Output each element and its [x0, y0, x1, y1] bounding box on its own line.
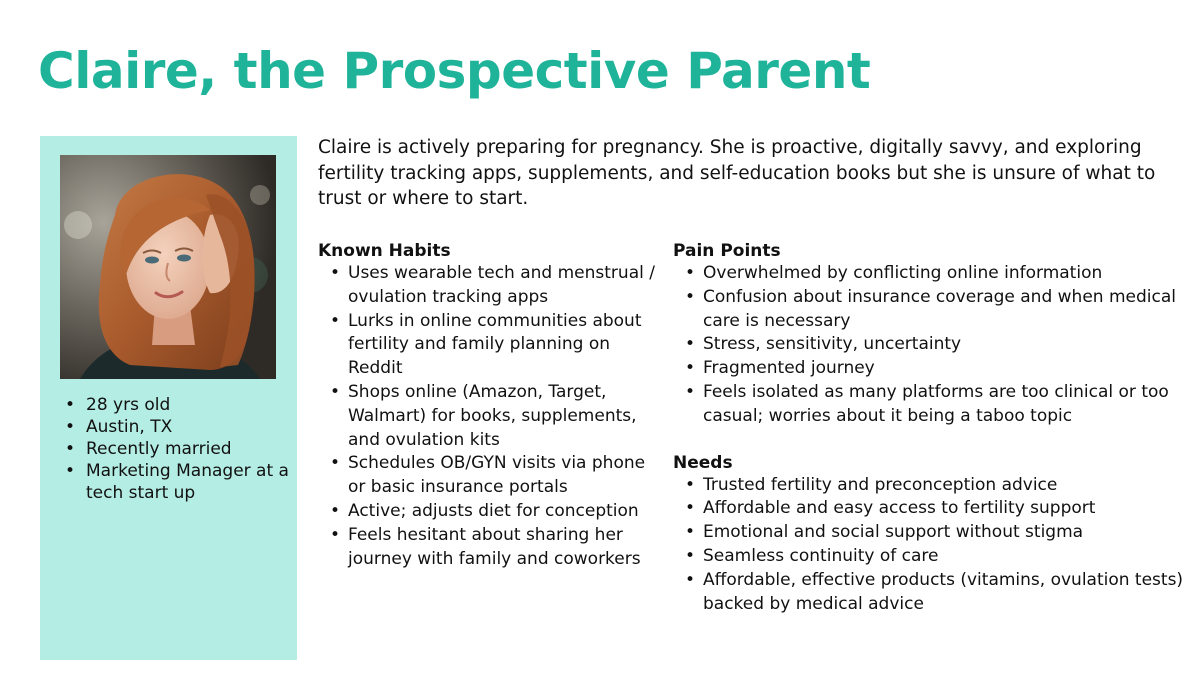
- list-item: • Active; adjusts diet for conception: [318, 500, 658, 524]
- needs-heading: Needs: [673, 452, 733, 473]
- list-item: • Seamless continuity of care: [673, 545, 1193, 569]
- location-item: • Austin, TX: [62, 416, 292, 438]
- list-item: • Shops online (Amazon, Target, Walmart) for books, supplements, and ovulation kits: [318, 381, 658, 452]
- marital-status-item: • Recently married: [62, 438, 292, 460]
- list-item: • Confusion about insurance coverage and when medical care is necessary: [673, 286, 1193, 334]
- persona-summary: Claire is actively preparing for pregnancy. She is proactive, digitally savvy, and exploring fertility tracking apps, supplements, and self-education books but she is unsure of what to trust or where to start.: [318, 137, 1156, 209]
- list-item: • Lurks in online communities about fertility and family planning on Reddit: [318, 310, 658, 381]
- list-item: • Affordable and easy access to fertility support: [673, 497, 1193, 521]
- demographics-list: [62, 394, 292, 504]
- profile-sidebar: [40, 136, 297, 660]
- known-habits-list: [318, 262, 658, 571]
- pain-points-heading: Pain Points: [673, 241, 781, 261]
- portrait-illustration: [60, 155, 276, 379]
- list-item: • Feels isolated as many platforms are too clinical or too casual; worries about it being a taboo topic: [673, 381, 1193, 429]
- list-item: • Overwhelmed by conflicting online information: [673, 262, 1193, 286]
- portrait-photo: [60, 155, 276, 379]
- page-title: Claire, the Prospective Parent: [38, 42, 871, 100]
- list-item: • Feels hesitant about sharing her journey with family and coworkers: [318, 524, 658, 572]
- occupation-item: • Marketing Manager at a tech start up: [62, 460, 292, 504]
- pain-points-section: [673, 240, 1193, 429]
- list-item: • Stress, sensitivity, uncertainty: [673, 333, 1193, 357]
- needs-section: [673, 452, 1193, 617]
- list-item: • Affordable, effective products (vitamins, ovulation tests) backed by medical advice: [673, 569, 1193, 617]
- age-item: • 28 yrs old: [62, 394, 292, 416]
- list-item: • Schedules OB/GYN visits via phone or basic insurance portals: [318, 452, 658, 500]
- list-item: • Trusted fertility and preconception advice: [673, 474, 1193, 498]
- pain-points-and-needs-column: [673, 240, 1193, 616]
- list-item: • Emotional and social support without stigma: [673, 521, 1193, 545]
- pain-points-list: [673, 262, 1193, 429]
- needs-list: [673, 474, 1193, 617]
- known-habits-section: [318, 240, 658, 571]
- list-item: • Fragmented journey: [673, 357, 1193, 381]
- known-habits-heading: Known Habits: [318, 241, 451, 261]
- list-item: • Uses wearable tech and menstrual / ovulation tracking apps: [318, 262, 658, 310]
